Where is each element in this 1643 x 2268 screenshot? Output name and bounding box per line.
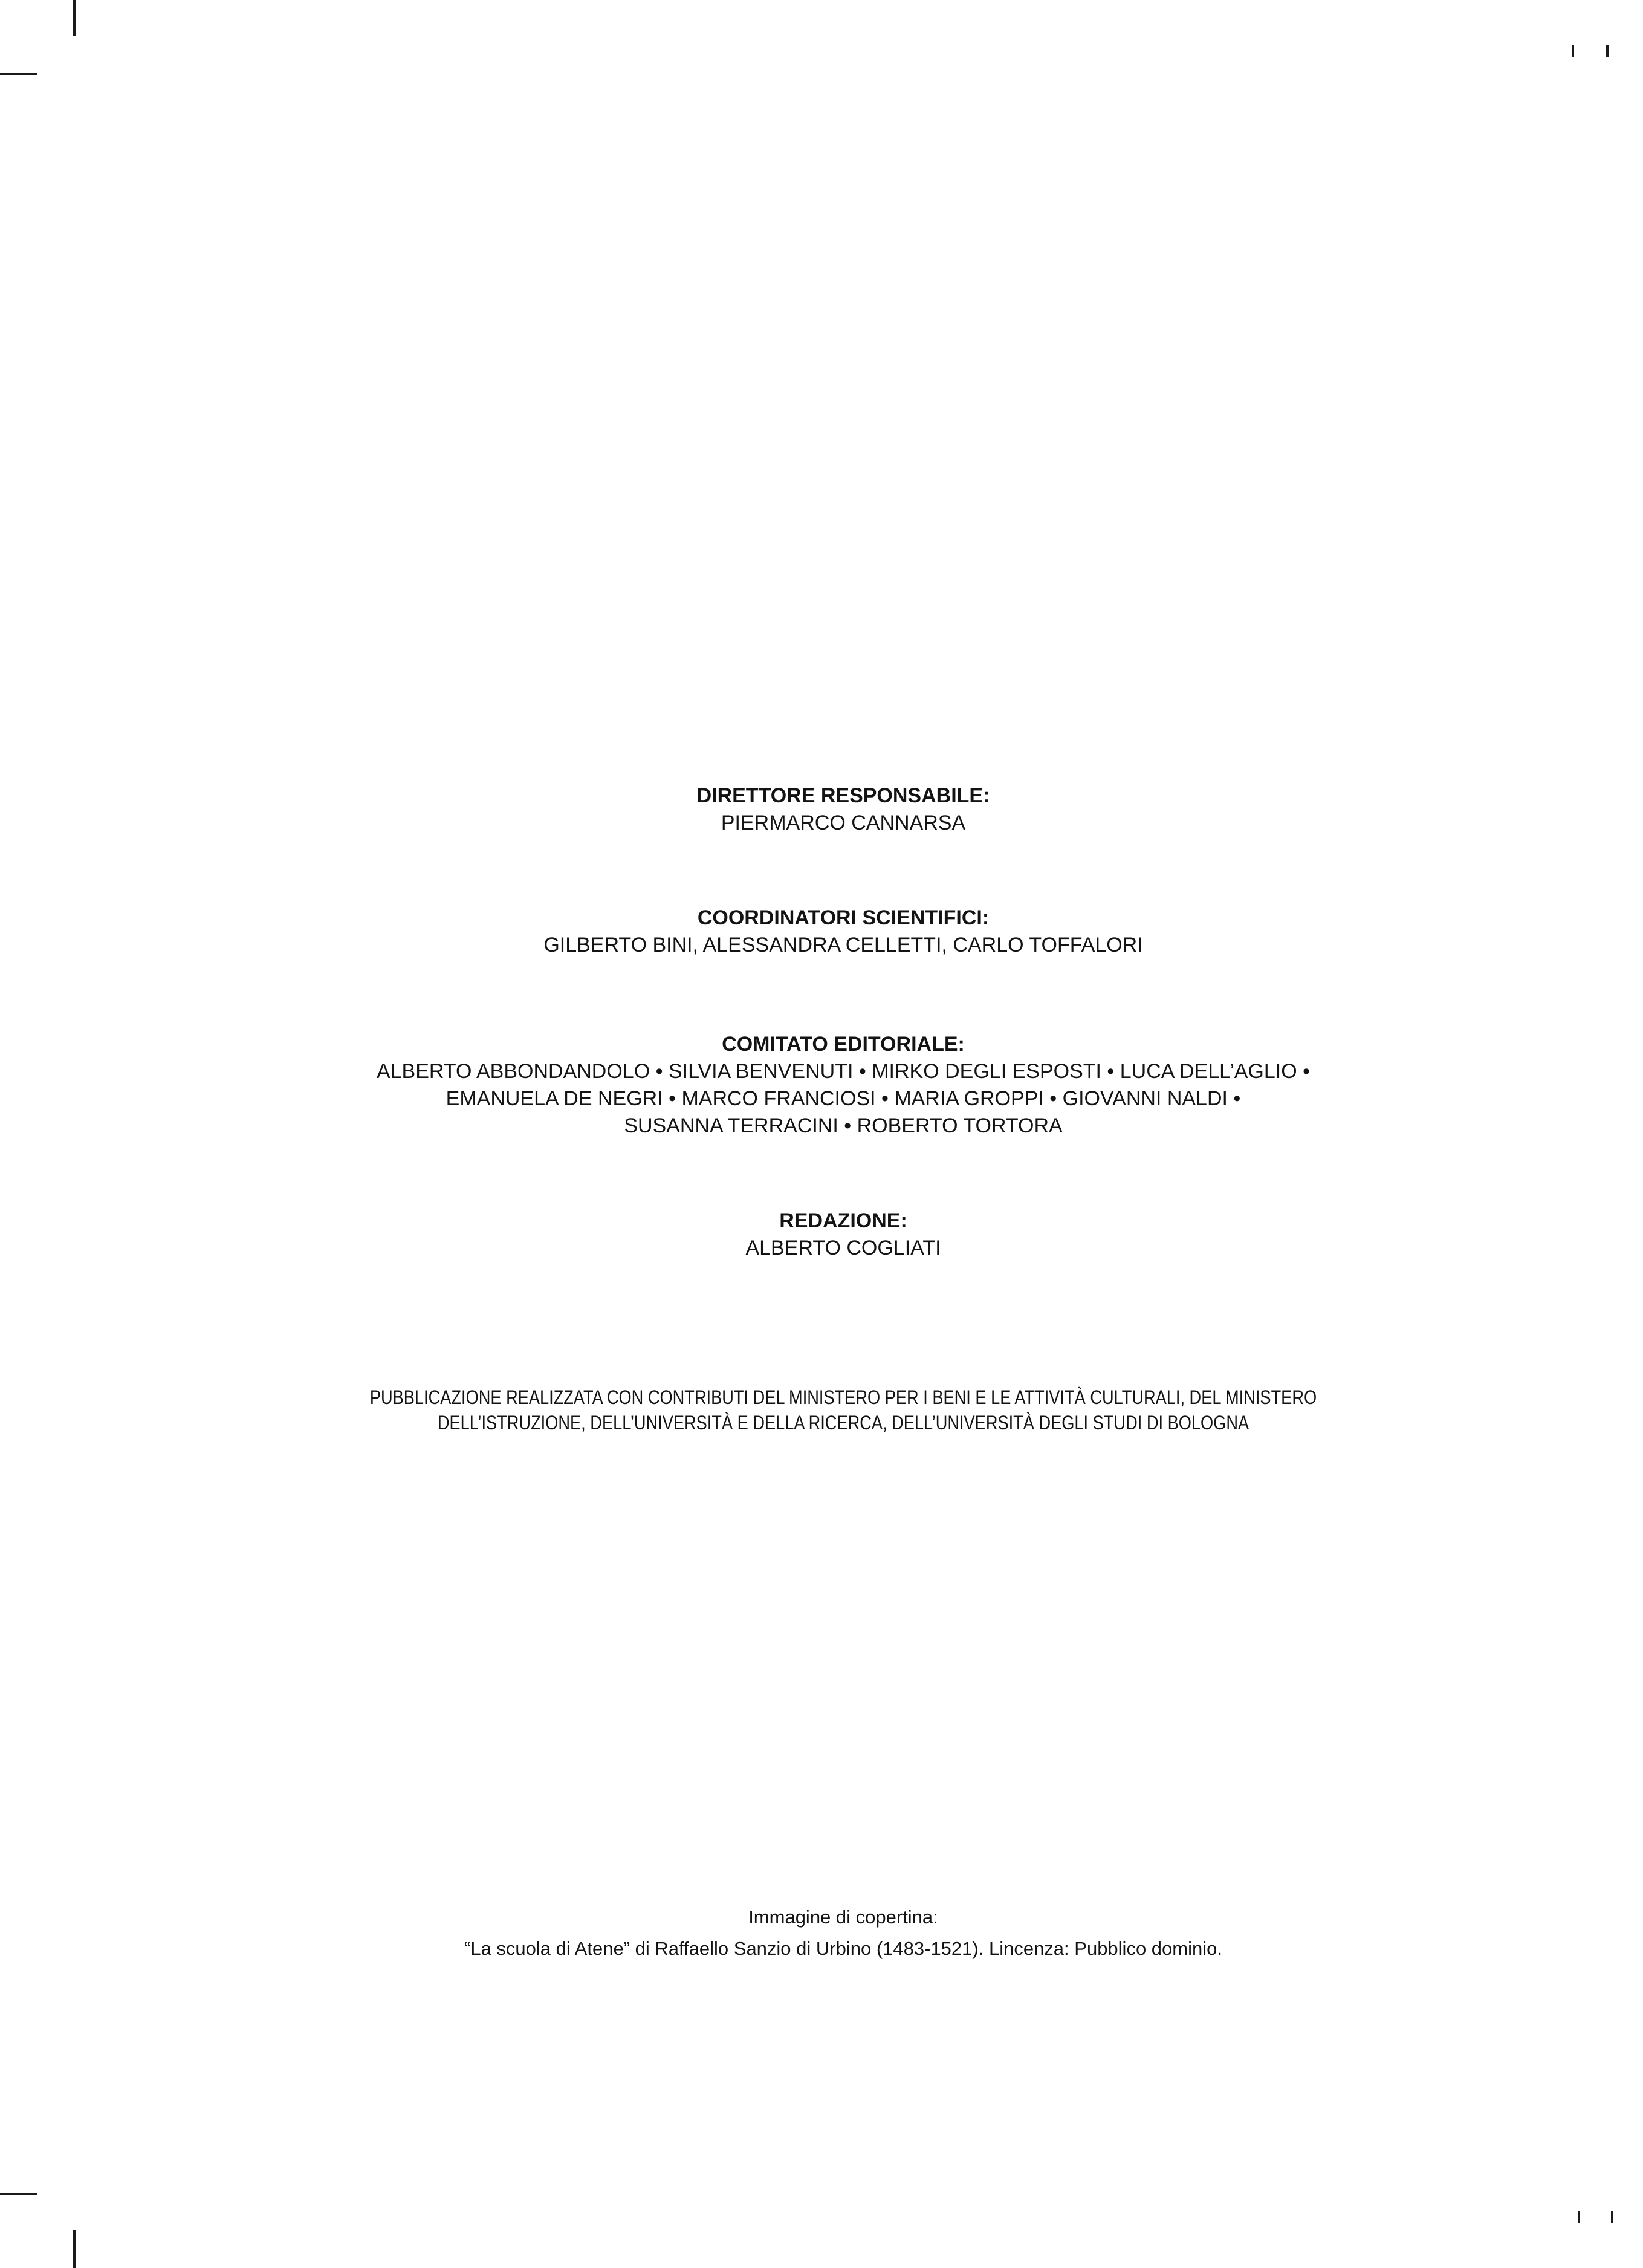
section-line: ALBERTO COGLIATI bbox=[745, 1236, 941, 1259]
section-line: SUSANNA TERRACINI • ROBERTO TORTORA bbox=[624, 1114, 1063, 1137]
crop-mark-top-left-horizontal bbox=[0, 73, 37, 75]
section-heading: COORDINATORI SCIENTIFICI: bbox=[697, 906, 990, 929]
crop-mark-bottom-left-vertical bbox=[73, 2230, 76, 2268]
section-heading: COMITATO EDITORIALE: bbox=[722, 1033, 965, 1056]
funding-note bbox=[44, 1385, 1643, 1435]
registration-tick-bottom-right-1 bbox=[1578, 2211, 1580, 2223]
section-coordinatori-scientifici bbox=[44, 905, 1643, 959]
section-line: EMANUELA DE NEGRI • MARCO FRANCIOSI • MARIA GROPPI • GIOVANNI NALDI • bbox=[446, 1087, 1241, 1110]
registration-tick-top-right-1 bbox=[1572, 45, 1574, 57]
cover-credit-label: Immagine di copertina: bbox=[748, 1906, 938, 1928]
section-line: GILBERTO BINI, ALESSANDRA CELLETTI, CARLO TOFFALORI bbox=[543, 934, 1143, 957]
funding-note-line: PUBBLICAZIONE REALIZZATA CON CONTRIBUTI DEL MINISTERO PER I BENI E LE ATTIVITÀ CULTURALI, DEL MINISTERO bbox=[369, 1386, 1317, 1408]
cover-credit-text: “La scuola di Atene” di Raffaello Sanzio di Urbino (1483-1521). Lincenza: Pubblico dominio. bbox=[464, 1938, 1222, 1959]
crop-mark-bottom-left-horizontal bbox=[0, 2193, 37, 2195]
section-redazione bbox=[44, 1207, 1643, 1262]
section-line: ALBERTO ABBONDANDOLO • SILVIA BENVENUTI • MIRKO DEGLI ESPOSTI • LUCA DELL’AGLIO • bbox=[376, 1060, 1311, 1083]
section-heading: DIRETTORE RESPONSABILE: bbox=[696, 784, 990, 807]
registration-tick-bottom-right-2 bbox=[1611, 2211, 1613, 2223]
section-direttore-responsabile bbox=[44, 782, 1643, 837]
section-line: PIERMARCO CANNARSA bbox=[721, 811, 966, 834]
section-heading: REDAZIONE: bbox=[779, 1209, 907, 1232]
crop-mark-top-left-vertical bbox=[73, 0, 76, 36]
registration-tick-top-right-2 bbox=[1606, 45, 1609, 57]
funding-note-line: DELL’ISTRUZIONE, DELL’UNIVERSITÀ E DELLA RICERCA, DELL’UNIVERSITÀ DEGLI STUDI DI BOLOGNA bbox=[437, 1412, 1249, 1434]
section-comitato-editoriale bbox=[44, 1031, 1643, 1140]
